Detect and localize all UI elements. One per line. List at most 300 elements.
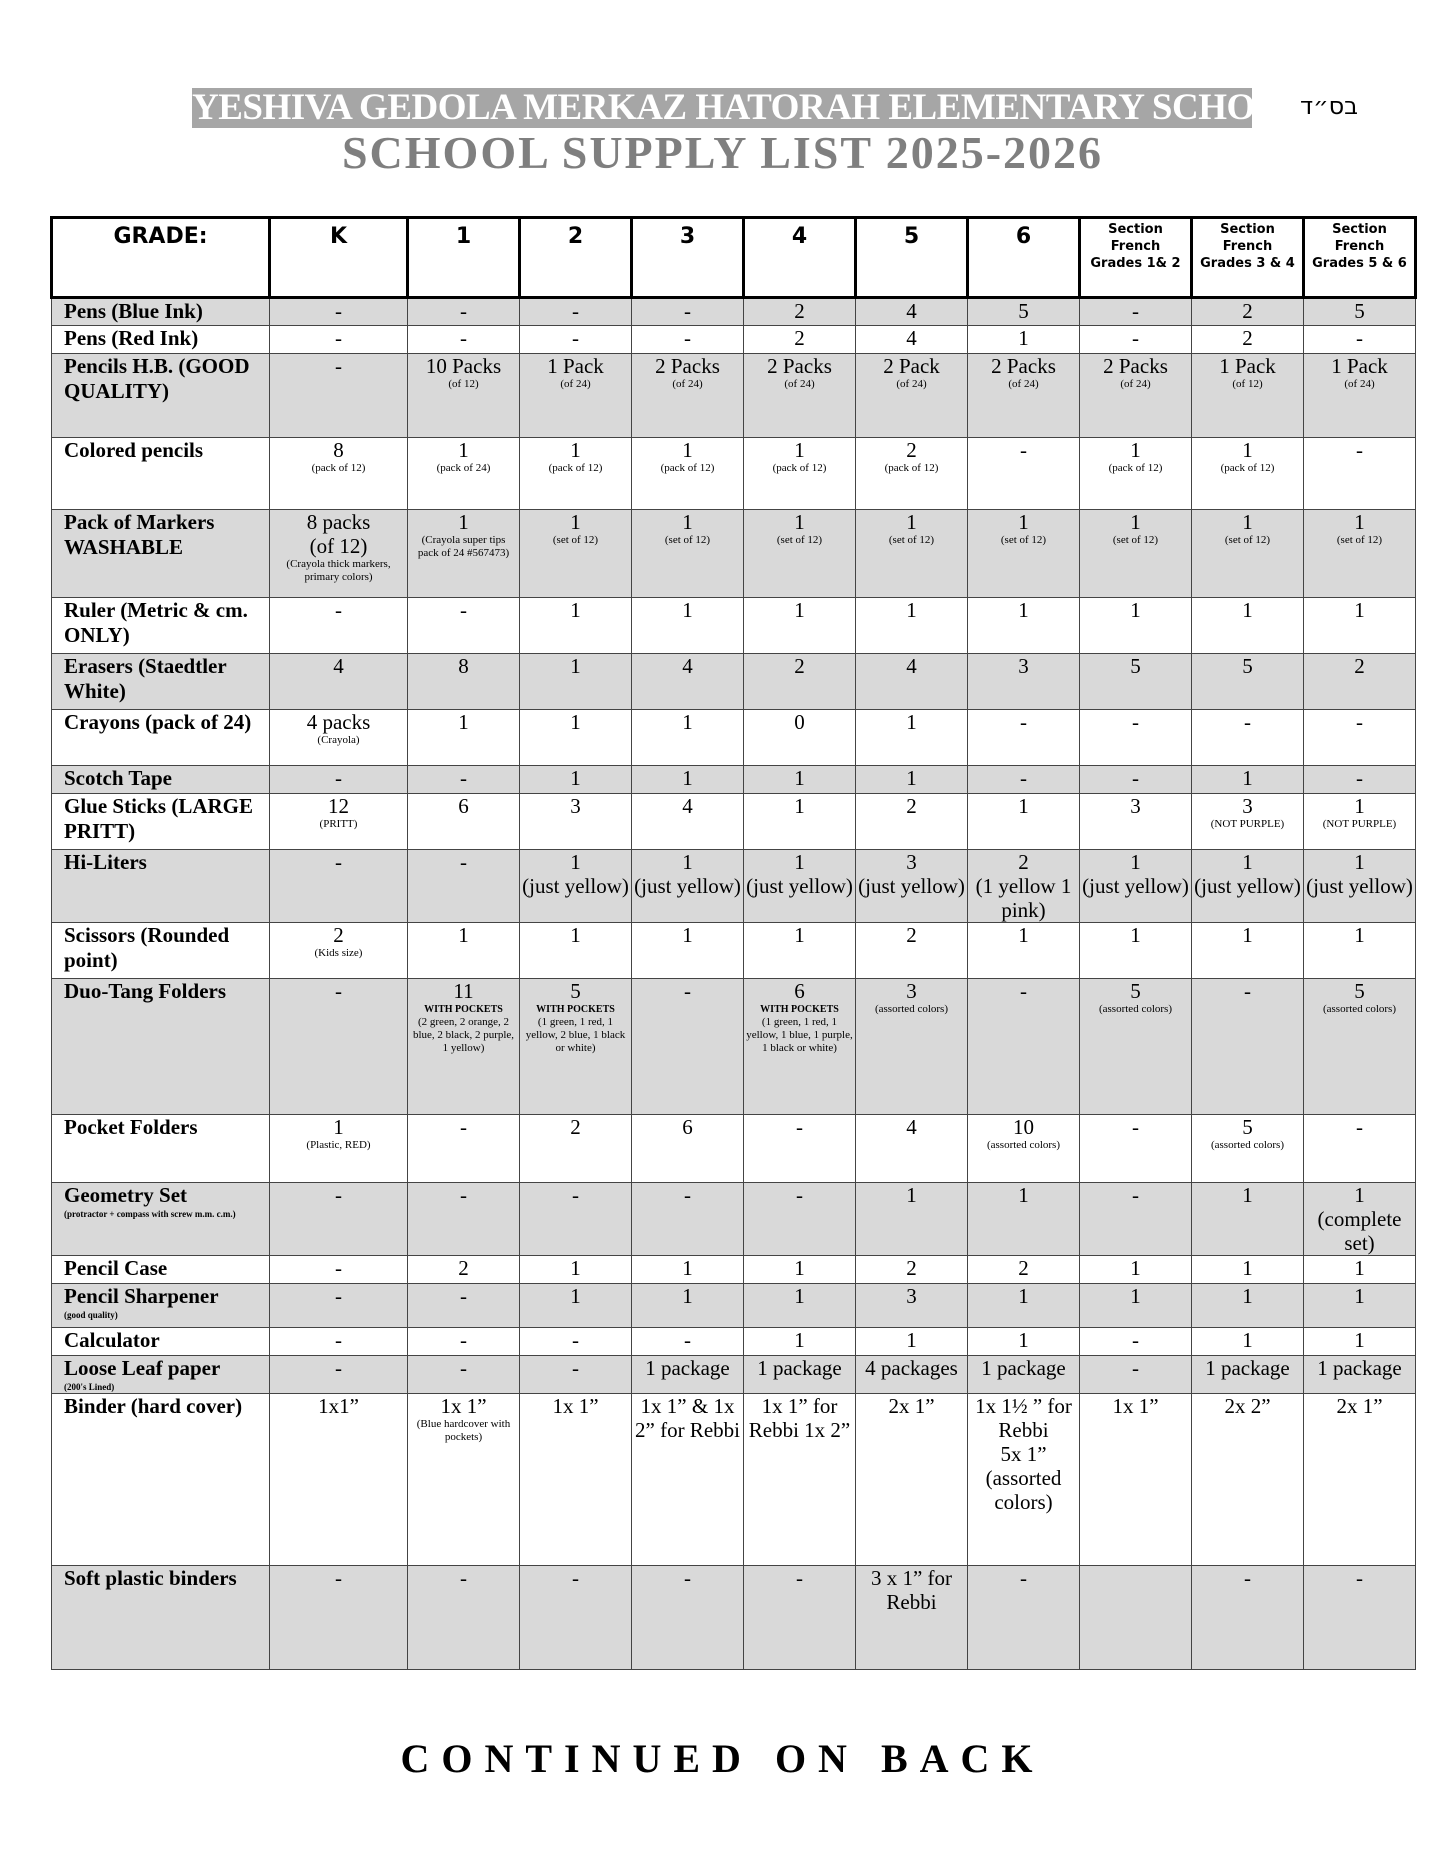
- table-cell: [968, 654, 1080, 710]
- table-cell: [744, 794, 856, 850]
- row-item: [52, 354, 270, 438]
- header-french-5-6: Section French Grades 5 & 6: [1304, 218, 1416, 298]
- cell-value: -: [1132, 299, 1139, 323]
- row-item-label: Erasers (Staedtler White): [64, 654, 227, 703]
- table-cell: [744, 1115, 856, 1183]
- table-cell: [408, 326, 520, 354]
- table-cell: [968, 326, 1080, 354]
- cell-value: 1: [1018, 1183, 1029, 1207]
- cell-value: 1: [1354, 510, 1365, 534]
- cell-note: (of 24): [672, 378, 703, 390]
- table-cell: [744, 766, 856, 794]
- table-cell: [968, 1115, 1080, 1183]
- table-row: [52, 710, 1416, 766]
- cell-value: 1: [1018, 1328, 1029, 1352]
- cell-value: -: [1356, 326, 1363, 350]
- table-cell: [856, 923, 968, 979]
- cell-value: 1: [794, 438, 805, 462]
- table-cell: [1080, 1356, 1192, 1394]
- table-cell: [1304, 438, 1416, 510]
- cell-note: (1 yellow 1 pink): [975, 874, 1072, 922]
- row-item-label: Glue Sticks (LARGE PRITT): [64, 794, 254, 843]
- cell-note: (assorted colors): [1322, 1003, 1396, 1015]
- table-cell: [270, 1256, 408, 1284]
- table-cell: [408, 1183, 520, 1256]
- cell-value: 1: [1354, 1256, 1365, 1280]
- cell-value: 1: [1242, 923, 1253, 947]
- cell-value: 4: [906, 1115, 917, 1139]
- cell-value: 1: [1018, 326, 1029, 350]
- cell-value: 3: [1130, 794, 1141, 818]
- cell-value: 1: [906, 1183, 917, 1207]
- cell-value: 10: [1013, 1115, 1034, 1139]
- table-cell: [1304, 794, 1416, 850]
- table-row: [52, 1183, 1416, 1256]
- cell-note: (just yellow): [1194, 874, 1301, 898]
- table-cell: [1192, 1284, 1304, 1328]
- cell-value: 3: [906, 850, 917, 874]
- row-item-label: Colored pencils: [64, 438, 204, 462]
- table-cell: [856, 1394, 968, 1566]
- cell-value: 5: [1242, 1115, 1253, 1139]
- table-row: [52, 979, 1416, 1115]
- table-cell: [270, 923, 408, 979]
- cell-value: 4: [333, 654, 344, 678]
- cell-value: 2: [1242, 326, 1253, 350]
- cell-value: 1: [570, 923, 581, 947]
- cell-value: -: [460, 1183, 467, 1207]
- table-cell: [856, 794, 968, 850]
- table-cell: [1080, 326, 1192, 354]
- row-item-label: Pencils H.B. (GOOD QUALITY): [64, 354, 250, 403]
- table-cell: [520, 1356, 632, 1394]
- cell-value: -: [572, 1328, 579, 1352]
- table-cell: [1304, 1566, 1416, 1670]
- row-item: [52, 1356, 270, 1394]
- table-cell: [968, 354, 1080, 438]
- cell-note: (of 24): [784, 378, 815, 390]
- table-cell: [632, 1115, 744, 1183]
- table-cell: [1192, 510, 1304, 598]
- cell-value: 8: [458, 654, 469, 678]
- cell-value: -: [335, 1183, 342, 1207]
- cell-note: (of 24): [1344, 378, 1375, 390]
- table-cell: [1080, 923, 1192, 979]
- row-item-label: Soft plastic binders: [64, 1566, 237, 1590]
- cell-value: 5: [1354, 979, 1365, 1003]
- cell-value: -: [684, 1566, 691, 1590]
- table-cell: [520, 438, 632, 510]
- cell-subvalue: (of 12): [309, 534, 368, 558]
- cell-value: -: [460, 766, 467, 790]
- cell-value: -: [460, 1356, 467, 1380]
- header-2: 2: [520, 218, 632, 298]
- cell-value: 2: [906, 923, 917, 947]
- row-item-label: Ruler (Metric & cm. ONLY): [64, 598, 248, 647]
- row-item: [52, 794, 270, 850]
- cell-note: (pack of 12): [548, 462, 603, 474]
- row-item: [52, 1566, 270, 1670]
- table-cell: [968, 1183, 1080, 1256]
- table-cell: [408, 298, 520, 326]
- table-cell: [1304, 766, 1416, 794]
- cell-value: -: [1356, 710, 1363, 734]
- table-cell: [520, 710, 632, 766]
- cell-value: 2x 1”: [1336, 1394, 1383, 1418]
- cell-value: 1: [1130, 923, 1141, 947]
- row-item-label: Scissors (Rounded point): [64, 923, 230, 972]
- table-cell: [744, 1284, 856, 1328]
- table-cell: [520, 510, 632, 598]
- cell-value: 11: [453, 979, 474, 1003]
- cell-value: -: [335, 979, 342, 1003]
- cell-note-bold: WITH POCKETS: [536, 1004, 615, 1015]
- row-item: [52, 766, 270, 794]
- cell-value: 1: [794, 923, 805, 947]
- table-cell: [744, 1256, 856, 1284]
- table-cell: [968, 1256, 1080, 1284]
- cell-value: 1 package: [1205, 1356, 1290, 1380]
- continued-on-back: CONTINUED ON BACK: [400, 1736, 1045, 1781]
- cell-value: -: [335, 1328, 342, 1352]
- table-cell: [1192, 438, 1304, 510]
- cell-value: -: [1132, 1183, 1139, 1207]
- cell-value: -: [796, 1566, 803, 1590]
- cell-value: 2: [333, 923, 344, 947]
- table-cell: [856, 979, 968, 1115]
- table-cell: [968, 794, 1080, 850]
- cell-value: -: [460, 1284, 467, 1308]
- table-cell: [632, 766, 744, 794]
- cell-value: 5: [1130, 979, 1141, 1003]
- cell-note: (Crayola thick markers, primary colors): [286, 558, 391, 583]
- cell-note: (set of 12): [1336, 534, 1383, 546]
- cell-value: -: [335, 850, 342, 874]
- cell-value: 4: [906, 326, 917, 350]
- cell-value: 1: [333, 1115, 344, 1139]
- cell-value: 1x 1”: [440, 1394, 487, 1418]
- table-cell: [744, 510, 856, 598]
- table-row: [52, 598, 1416, 654]
- table-cell: [520, 1115, 632, 1183]
- cell-value: 3: [1018, 654, 1029, 678]
- cell-value: 2 Packs: [767, 354, 832, 378]
- table-cell: [520, 326, 632, 354]
- cell-value: -: [335, 326, 342, 350]
- header-5: 5: [856, 218, 968, 298]
- cell-value: -: [796, 1115, 803, 1139]
- header-grade: GRADE:: [52, 218, 270, 298]
- table-cell: [408, 438, 520, 510]
- cell-note: (assorted colors): [986, 1139, 1060, 1151]
- cell-value: -: [1020, 1566, 1027, 1590]
- cell-note-bold: WITH POCKETS: [760, 1004, 839, 1015]
- table-cell: [856, 1328, 968, 1356]
- cell-value: 1: [682, 766, 693, 790]
- table-cell: [744, 326, 856, 354]
- table-cell: [744, 438, 856, 510]
- table-cell: [1192, 1356, 1304, 1394]
- row-item: [52, 1328, 270, 1356]
- table-cell: [1192, 979, 1304, 1115]
- cell-value: 1 package: [981, 1356, 1066, 1380]
- table-cell: [1080, 1115, 1192, 1183]
- cell-value: 2x 2”: [1224, 1394, 1271, 1418]
- cell-value: -: [1132, 1328, 1139, 1352]
- table-cell: [1304, 654, 1416, 710]
- table-cell: [744, 710, 856, 766]
- cell-note: (of 12): [448, 378, 479, 390]
- table-cell: [968, 298, 1080, 326]
- row-item: [52, 326, 270, 354]
- table-cell: [1080, 298, 1192, 326]
- cell-value: 1: [570, 598, 581, 622]
- cell-value: 1 package: [1317, 1356, 1402, 1380]
- cell-value: 5: [1130, 654, 1141, 678]
- cell-value: 5x 1”: [1000, 1442, 1047, 1466]
- table-cell: [270, 1183, 408, 1256]
- table-cell: [408, 354, 520, 438]
- cell-note: (just yellow): [746, 874, 853, 898]
- cell-value: 4 packs: [306, 710, 371, 734]
- table-cell: [1192, 354, 1304, 438]
- cell-value: -: [460, 1566, 467, 1590]
- table-cell: [856, 850, 968, 923]
- cell-value: 6: [794, 979, 805, 1003]
- cell-value: 1: [1354, 598, 1365, 622]
- table-cell: [856, 1356, 968, 1394]
- table-cell: [1304, 1328, 1416, 1356]
- cell-value: 0: [794, 710, 805, 734]
- table-cell: [408, 850, 520, 923]
- cell-value: 4: [682, 654, 693, 678]
- cell-value: 1: [1354, 794, 1365, 818]
- header-3: 3: [632, 218, 744, 298]
- table-cell: [1304, 510, 1416, 598]
- cell-value: -: [460, 850, 467, 874]
- cell-value: 2 Packs: [991, 354, 1056, 378]
- cell-value: 1: [570, 1284, 581, 1308]
- cell-value: 1: [682, 923, 693, 947]
- table-cell: [1080, 979, 1192, 1115]
- row-item-label: Hi-Liters: [64, 850, 147, 874]
- table-row: [52, 1328, 1416, 1356]
- table-cell: [270, 979, 408, 1115]
- table-cell: [632, 654, 744, 710]
- school-name: YESHIVA GEDOLA MERKAZ HATORAH ELEMENTARY SCHOOL: [192, 87, 1308, 128]
- cell-value: 1: [1354, 1183, 1365, 1207]
- cell-note: (1 green, 1 red, 1 yellow, 2 blue, 1 black or white): [525, 1016, 626, 1054]
- row-item: [52, 1183, 270, 1256]
- cell-value: 2: [906, 794, 917, 818]
- cell-value: 1: [1354, 1328, 1365, 1352]
- cell-value: 1: [906, 766, 917, 790]
- cell-note: (of 12): [1232, 378, 1263, 390]
- table-cell: [1080, 598, 1192, 654]
- table-cell: [632, 1183, 744, 1256]
- table-cell: [856, 1115, 968, 1183]
- table-cell: [270, 766, 408, 794]
- row-item-note: (good quality): [64, 1310, 118, 1320]
- cell-value: 2: [570, 1115, 581, 1139]
- table-cell: [1192, 1115, 1304, 1183]
- row-item-label: Pens (Red Ink): [64, 326, 199, 350]
- table-cell: [968, 1284, 1080, 1328]
- table-cell: [408, 1115, 520, 1183]
- table-row: [52, 438, 1416, 510]
- row-item: [52, 598, 270, 654]
- cell-note: (Crayola super tips pack of 24 #567473): [417, 534, 510, 559]
- cell-note: (assorted colors): [1098, 1003, 1172, 1015]
- table-cell: [520, 598, 632, 654]
- cell-value: 1: [794, 850, 805, 874]
- cell-value: -: [1132, 1115, 1139, 1139]
- table-cell: [632, 850, 744, 923]
- table-row: [52, 298, 1416, 326]
- cell-note: (of 24): [560, 378, 591, 390]
- cell-value: -: [572, 1356, 579, 1380]
- table-cell: [1304, 598, 1416, 654]
- table-cell: [632, 923, 744, 979]
- cell-value: 1: [1130, 598, 1141, 622]
- cell-value: 2 Packs: [655, 354, 720, 378]
- cell-value: 1: [1242, 438, 1253, 462]
- cell-value: 2 Packs: [1103, 354, 1168, 378]
- table-cell: [408, 766, 520, 794]
- cell-value: 1: [1018, 510, 1029, 534]
- cell-value: 1: [1018, 923, 1029, 947]
- cell-value: 1 package: [645, 1356, 730, 1380]
- cell-note: (just yellow): [858, 874, 965, 898]
- cell-value: 10 Packs: [425, 354, 502, 378]
- cell-value: 1x 1” for Rebbi 1x 2”: [748, 1394, 851, 1442]
- table-cell: [408, 1328, 520, 1356]
- table-cell: [968, 766, 1080, 794]
- table-cell: [968, 1356, 1080, 1394]
- table-row: [52, 1394, 1416, 1566]
- table-cell: [520, 354, 632, 438]
- cell-value: -: [684, 1328, 691, 1352]
- cell-value: -: [460, 1115, 467, 1139]
- cell-value: 6: [682, 1115, 693, 1139]
- row-item: [52, 710, 270, 766]
- cell-value: 3: [906, 979, 917, 1003]
- cell-value: 1: [682, 1256, 693, 1280]
- cell-value: 1: [1242, 1256, 1253, 1280]
- cell-value: -: [1132, 326, 1139, 350]
- table-cell: [1080, 1183, 1192, 1256]
- row-item-label: Duo-Tang Folders: [64, 979, 227, 1003]
- cell-note: (set of 12): [552, 534, 599, 546]
- table-cell: [408, 1284, 520, 1328]
- header-k: K: [270, 218, 408, 298]
- row-item-label: Geometry Set: [64, 1183, 188, 1207]
- cell-value: 1: [570, 766, 581, 790]
- table-cell: [1080, 1328, 1192, 1356]
- cell-value: -: [796, 1183, 803, 1207]
- cell-value: 2: [794, 326, 805, 350]
- row-item-note: (protractor + compass with screw m.m. c.m.): [64, 1209, 236, 1219]
- table-cell: [408, 510, 520, 598]
- table-cell: [744, 1328, 856, 1356]
- row-item: [52, 654, 270, 710]
- table-cell: [744, 1183, 856, 1256]
- table-cell: [520, 1284, 632, 1328]
- table-row: [52, 354, 1416, 438]
- cell-value: 8: [333, 438, 344, 462]
- cell-value: -: [1356, 438, 1363, 462]
- cell-value: 1: [794, 766, 805, 790]
- table-cell: [520, 1328, 632, 1356]
- cell-note: (assorted colors): [874, 1003, 948, 1015]
- cell-value: 1: [570, 1256, 581, 1280]
- cell-note: (pack of 12): [772, 462, 827, 474]
- cell-note: (pack of 12): [884, 462, 939, 474]
- cell-value: 5: [570, 979, 581, 1003]
- cell-value: 1: [682, 850, 693, 874]
- table-cell: [1304, 1183, 1416, 1256]
- cell-note: (set of 12): [664, 534, 711, 546]
- table-cell: [1080, 766, 1192, 794]
- cell-note: (Plastic, RED): [306, 1139, 371, 1151]
- cell-value: 3: [906, 1284, 917, 1308]
- table-cell: [1192, 794, 1304, 850]
- cell-note: (of 24): [896, 378, 927, 390]
- table-cell: [632, 1356, 744, 1394]
- row-item-note: (200's Lined): [64, 1382, 115, 1392]
- row-item-label: Loose Leaf paper: [64, 1356, 221, 1380]
- cell-value: 6: [458, 794, 469, 818]
- cell-value: 1: [1242, 850, 1253, 874]
- cell-value: 1: [1242, 510, 1253, 534]
- table-cell: [1304, 710, 1416, 766]
- row-item-label: Pens (Blue Ink): [64, 299, 203, 323]
- table-cell: [632, 979, 744, 1115]
- cell-note: (assorted colors): [1210, 1139, 1284, 1151]
- table-cell: [1080, 1256, 1192, 1284]
- table-cell: [520, 979, 632, 1115]
- table-cell: [270, 794, 408, 850]
- header-6: 6: [968, 218, 1080, 298]
- row-item-label: Pencil Sharpener: [64, 1284, 219, 1308]
- cell-value: 1: [1242, 1328, 1253, 1352]
- cell-value: -: [460, 299, 467, 323]
- table-cell: [270, 1566, 408, 1670]
- cell-value: -: [572, 1566, 579, 1590]
- table-cell: [1080, 1566, 1192, 1670]
- table-cell: [1080, 510, 1192, 598]
- cell-value: 1 Pack: [1331, 354, 1388, 378]
- cell-note: (set of 12): [1224, 534, 1271, 546]
- table-cell: [270, 326, 408, 354]
- cell-value: 1: [682, 710, 693, 734]
- header-french-3-4: Section French Grades 3 & 4: [1192, 218, 1304, 298]
- table-row: [52, 326, 1416, 354]
- cell-note-bold: WITH POCKETS: [424, 1004, 503, 1015]
- table-cell: [632, 510, 744, 598]
- bsd-mark: בס״ד: [1300, 92, 1359, 120]
- cell-value: 1: [1354, 923, 1365, 947]
- cell-value: 1: [570, 654, 581, 678]
- table-cell: [1304, 354, 1416, 438]
- table-cell: [744, 654, 856, 710]
- cell-value: 2: [1354, 654, 1365, 678]
- table-cell: [270, 850, 408, 923]
- table-cell: [270, 654, 408, 710]
- table-cell: [1304, 1256, 1416, 1284]
- cell-value: 1x 1”: [552, 1394, 599, 1418]
- table-cell: [968, 438, 1080, 510]
